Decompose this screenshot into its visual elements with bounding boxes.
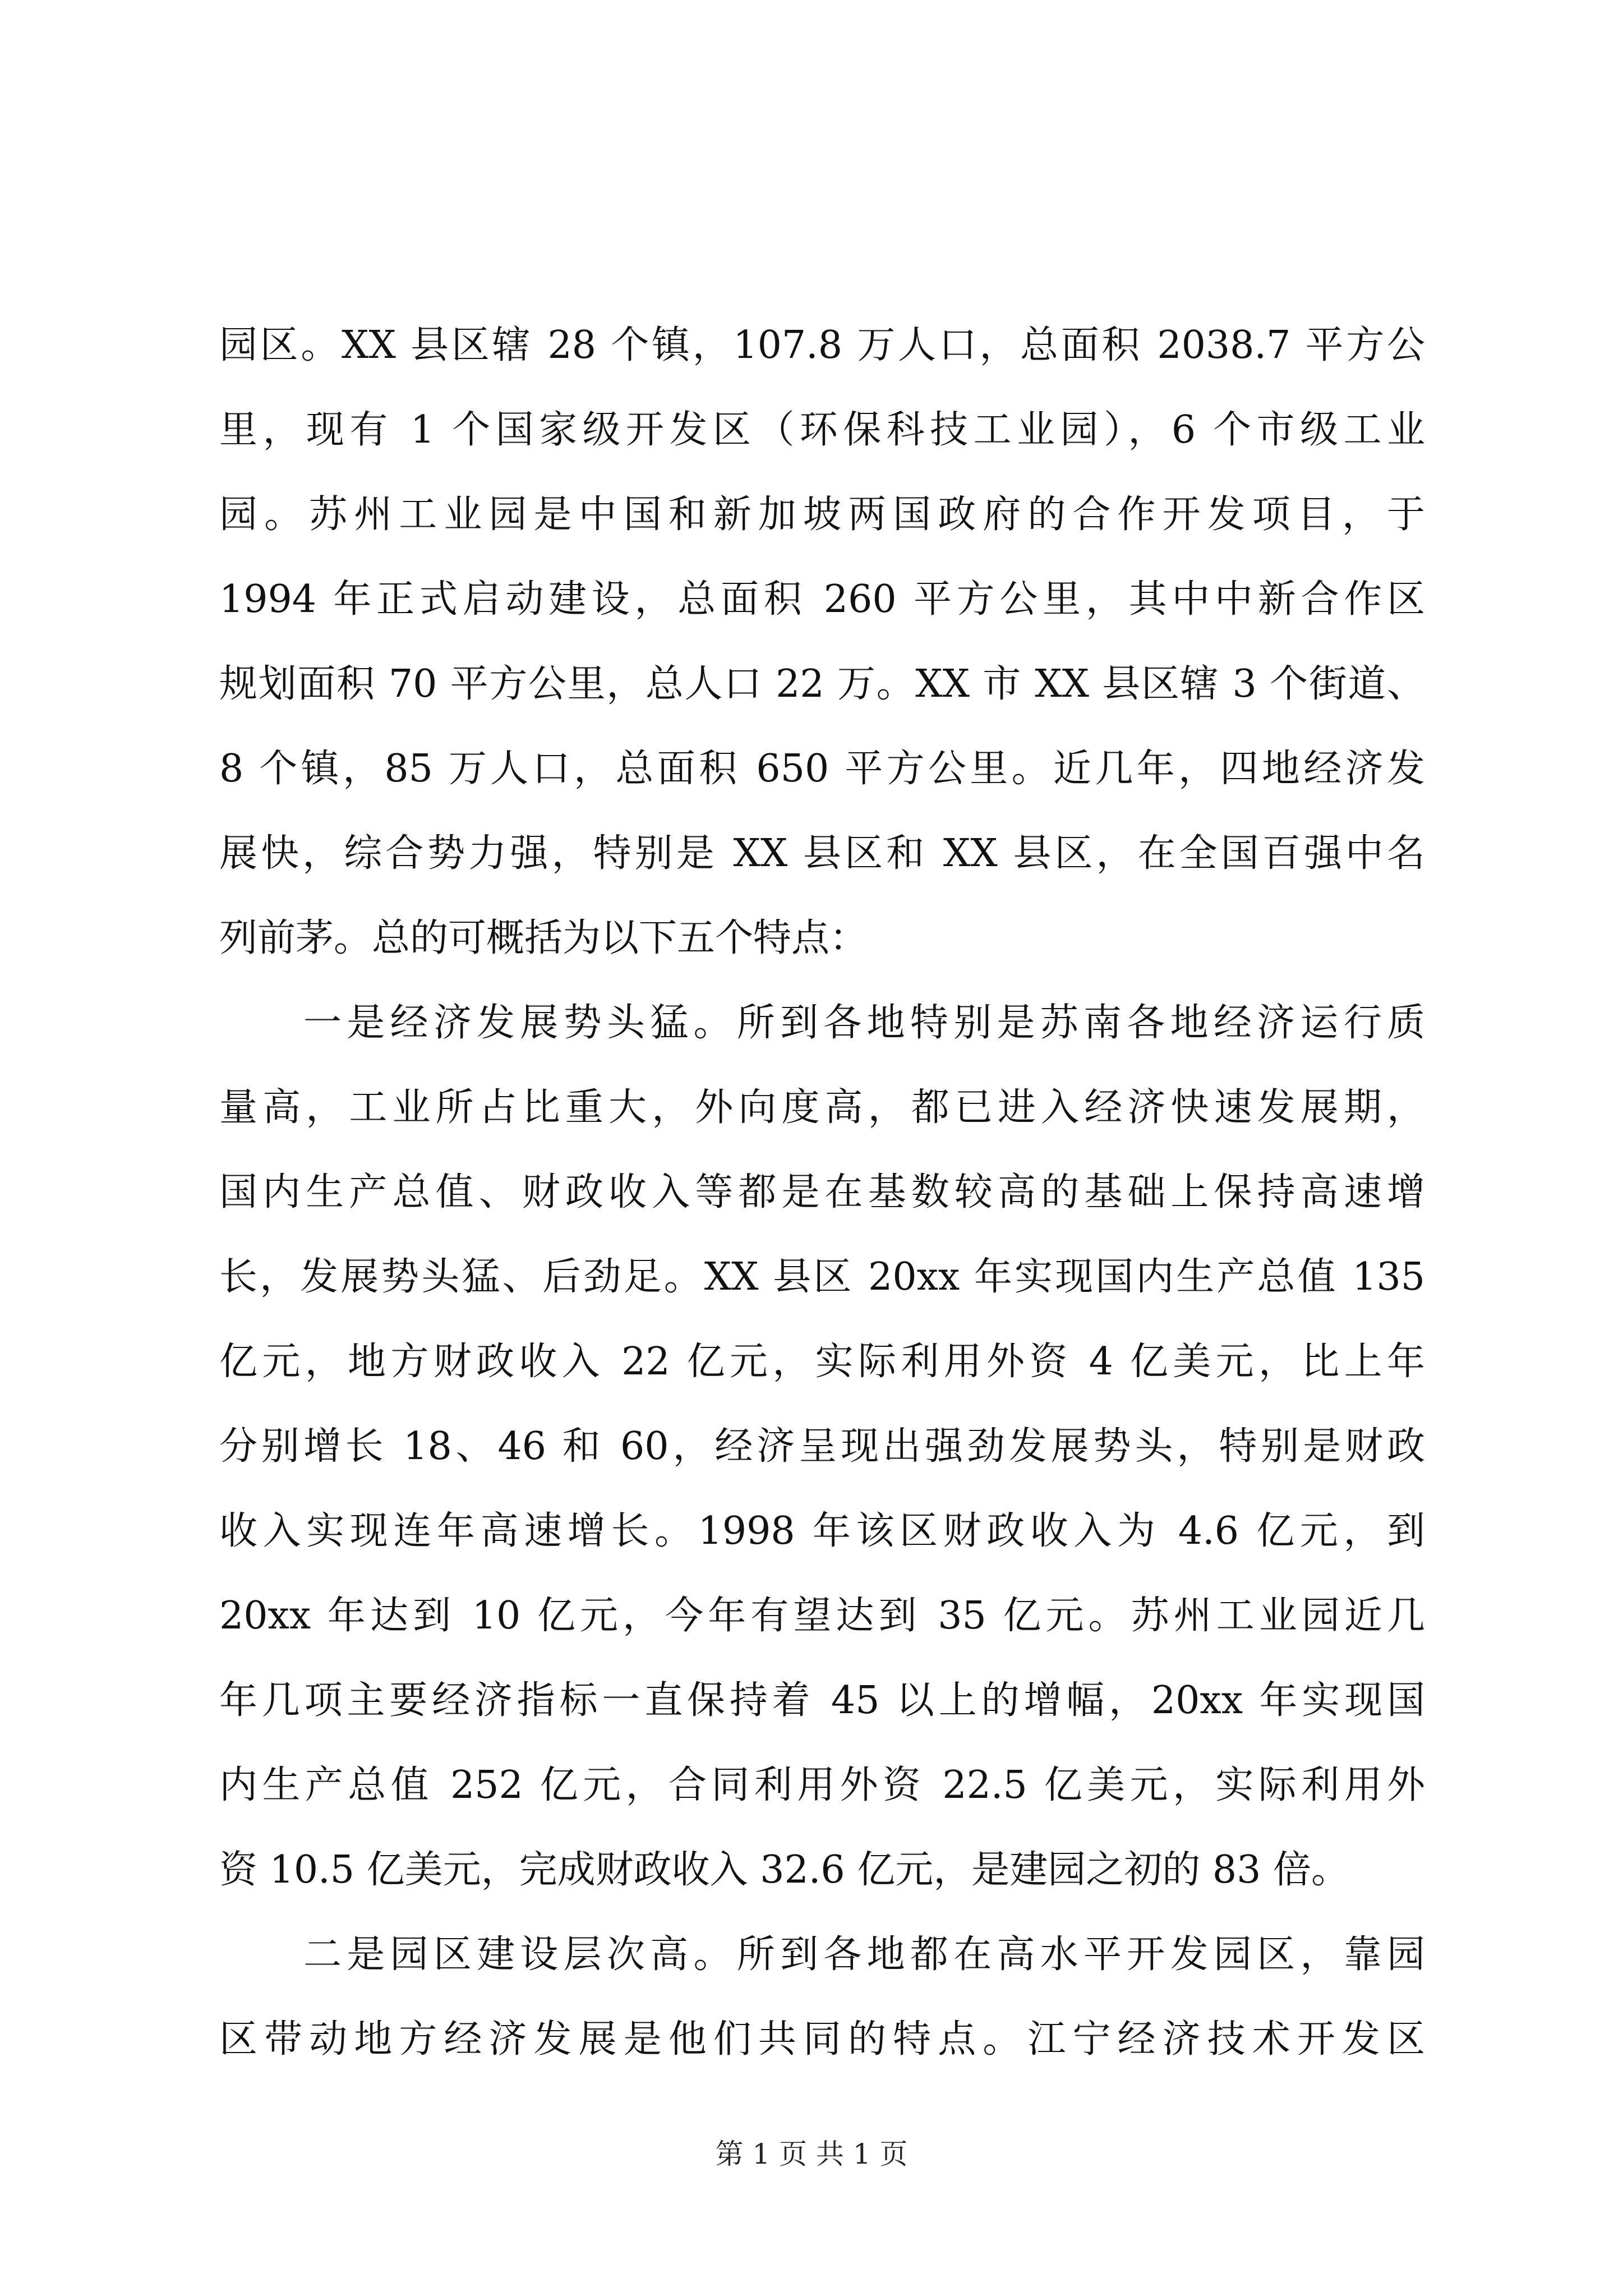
text-line: 资 10.5 亿美元，完成财政收入 32.6 亿元，是建园之初的 83 倍。 <box>219 1848 1350 1892</box>
document-body <box>219 303 1425 2082</box>
text-line: 收入实现连年高速增长。1998 年该区财政收入为 4.6 亿元，到 <box>219 1509 1425 1553</box>
text-line: 分别增长 18、46 和 60，经济呈现出强劲发展势头，特别是财政 <box>219 1424 1425 1469</box>
text-line: 年几项主要经济指标一直保持着 45 以上的增幅，20xx 年实现国 <box>219 1678 1425 1723</box>
text-line: 规划面积 70 平方公里，总人口 22 万。XX 市 XX 县区辖 3 个街道、 <box>219 662 1425 706</box>
text-line: 里，现有 1 个国家级开发区（环保科技工业园），6 个市级工业 <box>219 408 1425 452</box>
text-line: 内生产总值 252 亿元，合同利用外资 22.5 亿美元，实际利用外 <box>219 1763 1425 1807</box>
text-line: 国内生产总值、财政收入等都是在基数较高的基础上保持高速增 <box>219 1170 1425 1214</box>
page-footer <box>0 2137 1623 2171</box>
text-line: 列前茅。总的可概括为以下五个特点： <box>219 916 868 960</box>
text-line: 长，发展势头猛、后劲足。XX 县区 20xx 年实现国内生产总值 135 <box>219 1255 1425 1299</box>
paragraph-first-line: 二是园区建设层次高。所到各地都在高水平开发园区，靠园 <box>303 1932 1425 1977</box>
page-number: 第 1 页 共 1 页 <box>715 2138 908 2170</box>
text-line: 亿元，地方财政收入 22 亿元，实际利用外资 4 亿美元，比上年 <box>219 1340 1425 1384</box>
text-line: 园区。XX 县区辖 28 个镇，107.8 万人口，总面积 2038.7 平方公 <box>219 323 1425 367</box>
text-line: 展快，综合势力强，特别是 XX 县区和 XX 县区，在全国百强中名 <box>219 831 1425 876</box>
text-line: 量高，工业所占比重大，外向度高，都已进入经济快速发展期， <box>219 1085 1425 1130</box>
paragraph-first-line: 一是经济发展势头猛。所到各地特别是苏南各地经济运行质 <box>303 1001 1425 1045</box>
text-line: 8 个镇，85 万人口，总面积 650 平方公里。近几年，四地经济发 <box>219 747 1425 791</box>
text-line: 区带动地方经济发展是他们共同的特点。江宁经济技术开发区 <box>219 2017 1425 2062</box>
text-line: 1994 年正式启动建设，总面积 260 平方公里，其中中新合作区 <box>219 577 1425 622</box>
text-line: 20xx 年达到 10 亿元，今年有望达到 35 亿元。苏州工业园近几 <box>219 1594 1425 1638</box>
text-line: 园。苏州工业园是中国和新加坡两国政府的合作开发项目，于 <box>219 493 1425 537</box>
